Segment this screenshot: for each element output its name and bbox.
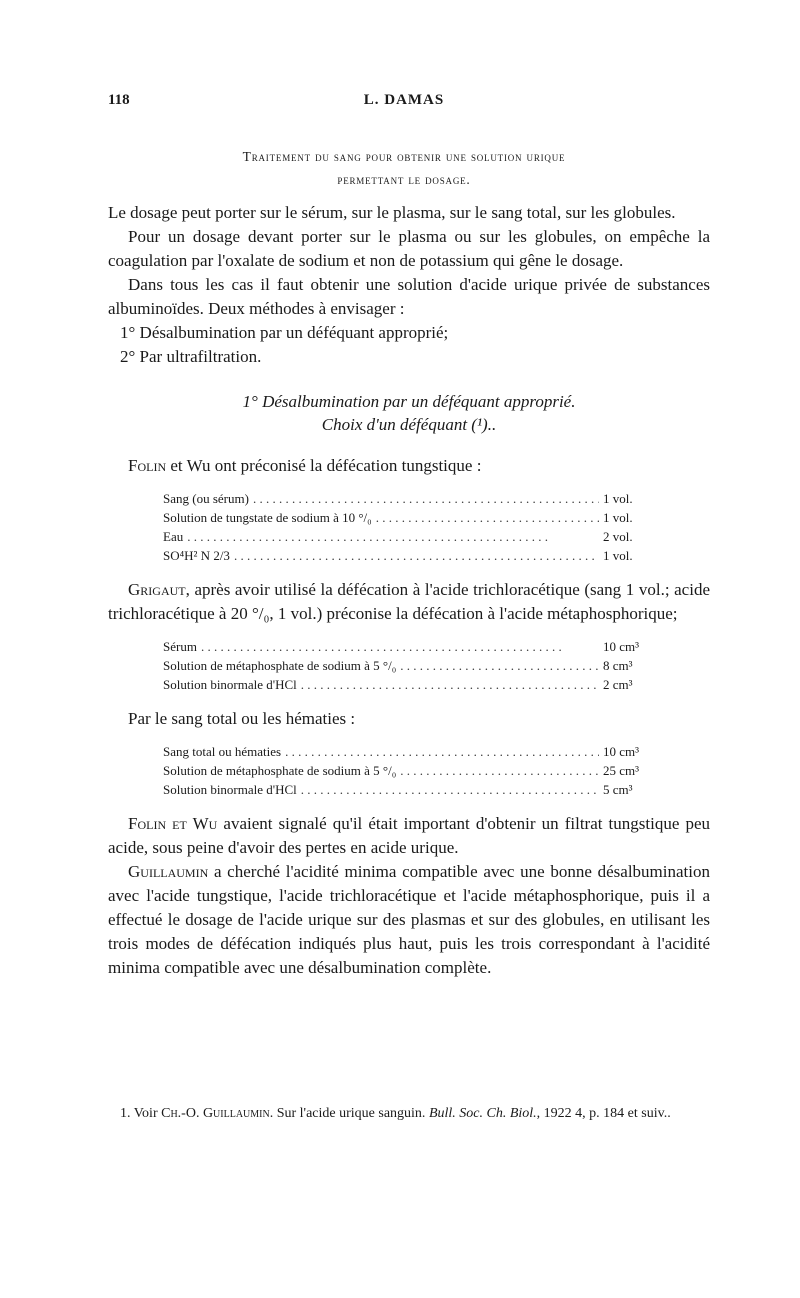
leader-dots — [253, 489, 599, 508]
author-name-folin: Folin — [128, 456, 167, 475]
ingredient-name: Solution de métaphosphate de sodium à 5 °/₀ — [163, 658, 397, 673]
ingredient-name: Eau — [163, 529, 184, 544]
ingredient-quantity: 1 vol. — [603, 548, 633, 563]
ingredient-quantity: 10 cm³ — [603, 744, 640, 759]
recipe-tungstic — [163, 489, 653, 565]
ingredient-quantity: 2 cm³ — [603, 677, 633, 692]
running-author: L. DAMAS — [363, 92, 445, 108]
footnote — [108, 1103, 710, 1125]
leader-dots — [400, 656, 599, 675]
ingredient-name: SO⁴H² N 2/3 — [163, 548, 230, 563]
footnote-title: . Sur l'acide urique sanguin. — [269, 1106, 429, 1121]
section-title — [108, 145, 700, 191]
ingredient-name: Solution de tungstate de sodium à 10 °/₀ — [163, 510, 372, 525]
leader-dots — [376, 508, 599, 527]
ingredient-name: Sérum — [163, 639, 197, 654]
ingredient-name: Solution binormale d'HCl — [163, 677, 297, 692]
folin-wu-note-text: avaient signalé qu'il était important d'obtenir un filtrat tungstique peu acide, sous peine d'avoir des pertes en acide urique. — [108, 814, 710, 857]
footnote-journal: Bull. Soc. Ch. Biol. — [428, 1106, 537, 1121]
ingredient-quantity: 1 vol. — [603, 491, 633, 506]
footnote-author: Ch.-O. Guillaumin — [161, 1106, 270, 1121]
subsection-heading-line-2: Choix d'un déféquant (¹).. — [321, 415, 497, 434]
recipe-row — [163, 527, 653, 546]
section-title-line-1: Traitement du sang pour obtenir une solution urique — [242, 149, 566, 164]
recipe-row — [163, 489, 653, 508]
grigaut-text: , après avoir utilisé la défécation à l'acide trichloracétique (sang 1 vol.; acide trichloracétique à 20 °/₀, 1 vol.) préconise la défécation à l'acide métaphosphorique; — [108, 580, 710, 623]
paragraph-plasma: Pour un dosage devant porter sur le plasma ou sur les globules, on empêche la coagulation par l'oxalate de sodium et non de potassium qui gêne le dosage. — [108, 227, 710, 270]
ingredient-quantity: 1 vol. — [603, 510, 633, 525]
paragraph-dosage: Le dosage peut porter sur le sérum, sur le plasma, sur le sang total, sur les globules. — [108, 203, 676, 222]
ingredient-name: Sang (ou sérum) — [163, 491, 249, 506]
leader-dots — [201, 637, 599, 656]
leader-dots — [301, 780, 599, 799]
body-text — [108, 201, 710, 980]
folin-intro-text: et Wu ont préconisé la défécation tungstique : — [166, 456, 482, 475]
page-number: 118 — [108, 92, 130, 108]
footnote-1 — [108, 1103, 710, 1125]
paragraph-guillaumin — [108, 860, 710, 980]
section-title-line-2: permettant le dosage. — [337, 172, 471, 187]
subsection-heading — [108, 390, 710, 436]
footnote-reference: , 1922 4, p. 184 et suiv.. — [536, 1106, 671, 1121]
paragraph-methods: Dans tous les cas il faut obtenir une solution d'acide urique privée de substances albuminoïdes. Deux méthodes à envisager : — [108, 275, 710, 318]
recipe-row — [163, 546, 653, 565]
leader-dots — [285, 742, 599, 761]
recipe-row — [163, 637, 653, 656]
ingredient-quantity: 5 cm³ — [603, 782, 633, 797]
recipe-row — [163, 761, 653, 780]
paragraph-folin-wu-note — [108, 812, 710, 860]
recipe-metaphosphoric-blood — [163, 742, 653, 799]
recipe-row — [163, 742, 653, 761]
recipe-row — [163, 656, 653, 675]
footnote-prefix: 1. Voir — [120, 1106, 162, 1121]
leader-dots — [400, 761, 599, 780]
running-header — [108, 92, 700, 116]
author-name-folin-wu: Folin et Wu — [128, 814, 218, 833]
paragraph-sang-total: Par le sang total ou les hématies : — [128, 709, 356, 728]
ingredient-quantity: 25 cm³ — [603, 763, 640, 778]
recipe-row — [163, 508, 653, 527]
method-item-1: 1° Désalbumination par un déféquant approprié; — [120, 323, 449, 342]
ingredient-name: Sang total ou hématies — [163, 744, 282, 759]
ingredient-name: Solution binormale d'HCl — [163, 782, 297, 797]
leader-dots — [234, 546, 599, 565]
ingredient-quantity: 2 vol. — [603, 529, 633, 544]
author-name-grigaut: Grigaut — [128, 580, 186, 599]
paragraph-grigaut — [108, 578, 710, 626]
guillaumin-text: a cherché l'acidité minima compatible avec une bonne désalbumination avec l'acide tungstique, l'acide trichloracétique et l'acide métaphosphorique, puis il a effectué le dosage de l'acide urique sur des plasmas et sur des globules, en utilisant les trois modes de défécation indiqués plus haut, puis les trois correspondant à l'acidité minima compatible avec une désalbumination complète. — [108, 862, 710, 977]
ingredient-name: Solution de métaphosphate de sodium à 5 °/₀ — [163, 763, 397, 778]
method-item-2: 2° Par ultrafiltration. — [120, 347, 262, 366]
paragraph-folin-intro — [108, 454, 710, 478]
recipe-row — [163, 780, 653, 799]
recipe-metaphosphoric-serum — [163, 637, 653, 694]
leader-dots — [187, 527, 599, 546]
recipe-row — [163, 675, 653, 694]
author-name-guillaumin: Guillaumin — [128, 862, 209, 881]
ingredient-quantity: 8 cm³ — [603, 658, 633, 673]
ingredient-quantity: 10 cm³ — [603, 639, 640, 654]
leader-dots — [301, 675, 599, 694]
subsection-heading-line-1: 1° Désalbumination par un déféquant approprié. — [242, 392, 576, 411]
